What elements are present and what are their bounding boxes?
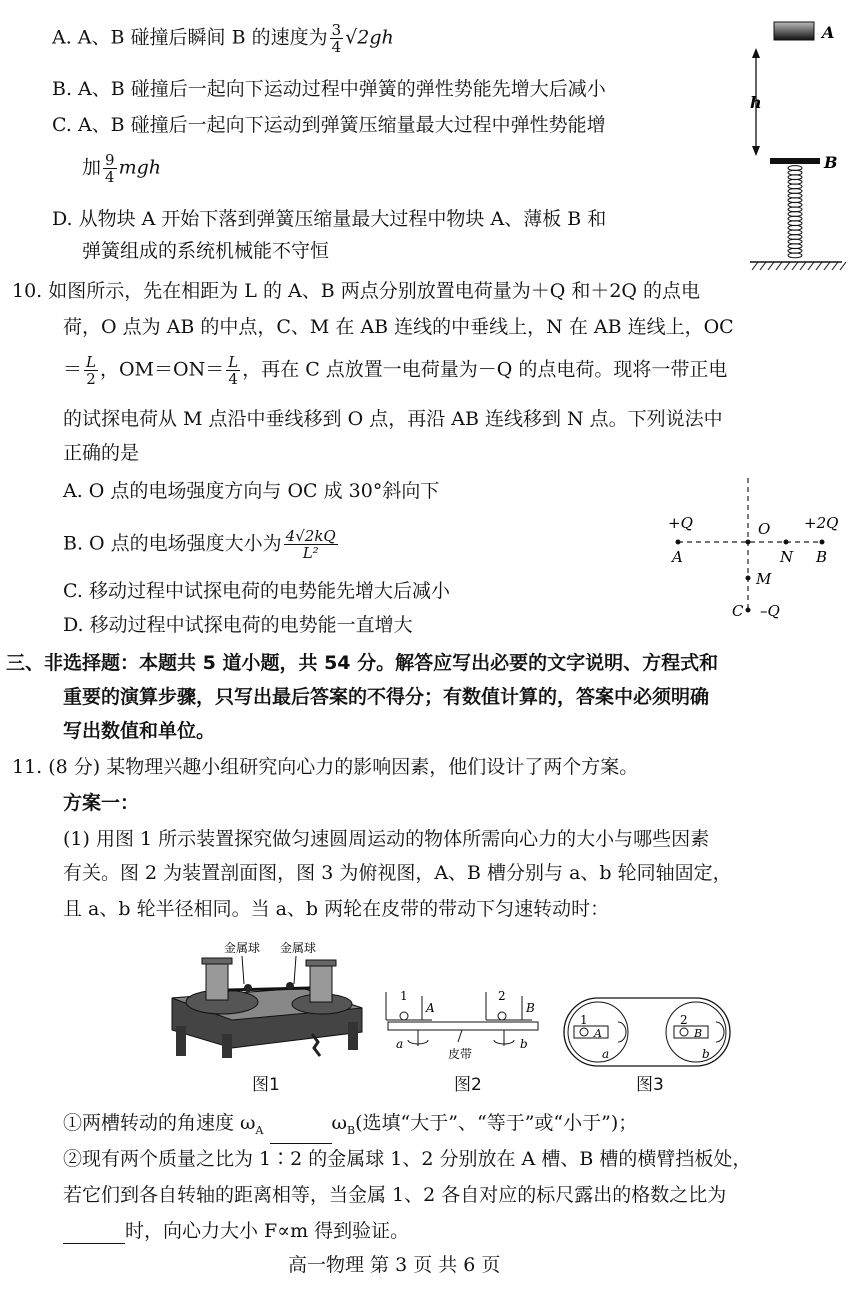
q10-option-d: D. 移动过程中试探电荷的电势能一直增大 xyxy=(63,614,413,636)
top-view-figure xyxy=(562,996,732,1068)
q9-option-b: B. A、B 碰撞后一起向下运动过程中弹簧的弹性势能先增大后减小 xyxy=(52,78,606,100)
label-a: A xyxy=(822,23,835,42)
q9-option-a: A. A、B 碰撞后瞬间 B 的速度为 $\frac{3}{4}$ √2gh xyxy=(52,21,394,56)
q11-plan-1: 方案一： xyxy=(63,792,140,814)
section-3-line-3: 写出数值和单位。 xyxy=(63,720,216,742)
q10-option-a: A. O 点的电场强度方向与 OC 成 30°斜向下 xyxy=(63,480,440,502)
label-a: A xyxy=(672,548,683,566)
fraction: $\frac{4√2kQ}{\text{L²}}$ xyxy=(285,527,336,562)
plate-b xyxy=(770,158,820,164)
label-1: 1 xyxy=(580,1013,588,1027)
label-h: h xyxy=(750,93,762,112)
label-n: N xyxy=(780,548,794,566)
label-2: 2 xyxy=(680,1013,688,1027)
belt xyxy=(388,1022,538,1030)
point-c xyxy=(746,608,751,613)
label-b-groove: B xyxy=(694,1027,703,1040)
label-a-groove: A xyxy=(426,1001,435,1015)
label-plus-q: +Q xyxy=(668,514,693,532)
spring xyxy=(788,166,802,258)
section-3-heading: 三、非选择题：本题共 5 道小题，共 54 分。解答应写出必要的文字说明、方程式和 xyxy=(6,652,719,674)
answer-blank-1[interactable] xyxy=(270,1125,332,1144)
q10-line-4: 的试探电荷从 M 点沿中垂线移到 O 点，再沿 AB 连线移到 N 点。下列说法中 xyxy=(63,408,723,430)
cross-section-figure xyxy=(380,990,550,1068)
q11-sub-2-cont: 若它们到各自转轴的距离相等，当金属 1、2 各自对应的标尺露出的格数之比为 xyxy=(63,1184,727,1206)
q9-option-c: C. A、B 碰撞后一起向下运动到弹簧压缩量最大过程中弹性势能增 xyxy=(52,114,606,136)
fraction: $\frac{9}{4}$ xyxy=(105,151,115,186)
answer-blank-2[interactable] xyxy=(63,1225,125,1244)
point-n xyxy=(784,540,789,545)
q10-option-c: C. 移动过程中试探电荷的电势能先增大后减小 xyxy=(63,580,450,602)
fraction: $\frac{L}{4}$ xyxy=(228,353,239,388)
label-a-groove: A xyxy=(594,1027,602,1040)
label-wheel-b: b xyxy=(702,1047,710,1061)
q11-sub-2: ②现有两个质量之比为 1∶2 的金属球 1、2 分别放在 A 槽、B 槽的横臂挡板处， xyxy=(63,1148,752,1170)
label-m: M xyxy=(756,570,772,588)
label-minus-q: –Q xyxy=(760,602,780,620)
point-m xyxy=(746,576,751,581)
label-plus-2q: +2Q xyxy=(804,514,839,532)
q11-para-2: 有关。图 2 为装置剖面图，图 3 为俯视图，A、B 槽分别与 a、b 轮同轴固定， xyxy=(63,862,732,884)
fraction: $\frac{L}{2}$ xyxy=(86,353,96,388)
q9-option-d-cont: 弹簧组成的系统机械能不守恒 xyxy=(82,240,330,262)
label-wheel-a: a xyxy=(602,1047,610,1061)
label-c: C xyxy=(732,602,744,620)
point-a xyxy=(676,540,681,545)
label-b: B xyxy=(824,153,838,172)
label-o: O xyxy=(758,520,771,538)
column-right xyxy=(310,962,332,1002)
block-a xyxy=(774,22,814,40)
q11-sub-2-end: 时，向心力大小 F∝m 得到验证。 xyxy=(63,1218,409,1244)
q10-option-b: B. O 点的电场强度大小为 $\frac{4√2kQ}{\text{L²}}$ xyxy=(63,527,336,562)
q10-line-3: ＝ $\frac{L}{2}$ ，OM＝ON＝ $\frac{L}{4}$ ，再在 C 点放置一电荷量为－Q 的点电荷。现将一带正电 xyxy=(63,353,728,388)
figure-3-caption: 图3 xyxy=(636,1075,664,1095)
label-belt: 皮带 xyxy=(448,1047,473,1061)
label-2: 2 xyxy=(498,990,506,1003)
q11-line-1: 11. (8 分) 某物理兴趣小组研究向心力的影响因素，他们设计了两个方案。 xyxy=(12,756,639,778)
q10-line-5: 正确的是 xyxy=(63,442,140,464)
ground-hatching xyxy=(752,262,846,270)
label-1: 1 xyxy=(400,990,408,1003)
figure-1-caption: 图1 xyxy=(252,1075,280,1095)
page-footer: 高一物理 第 3 页 共 6 页 xyxy=(288,1254,501,1276)
charge-diagram xyxy=(664,474,844,624)
q11-para-3: 且 a、b 轮半径相同。当 a、b 两轮在皮带的带动下匀速转动时： xyxy=(63,898,610,920)
point-o xyxy=(746,540,751,545)
q11-para-1: (1) 用图 1 所示装置探究做匀速圆周运动的物体所需向心力的大小与哪些因素 xyxy=(63,828,710,850)
q9-option-d: D. 从物块 A 开始下落到弹簧压缩量最大过程中物块 A、薄板 B 和 xyxy=(52,208,607,230)
fraction: $\frac{3}{4}$ xyxy=(331,21,342,56)
spring-block-diagram xyxy=(730,12,850,274)
q10-line-2: 荷，O 点为 AB 的中点，C、M 在 AB 连线的中垂线上，N 在 AB 连线上，OC xyxy=(63,316,734,338)
label-metal-ball-left: 金属球 xyxy=(224,941,261,955)
label-b: B xyxy=(816,548,828,566)
q10-line-1: 10. 如图所示，先在相距为 L 的 A、B 两点分别放置电荷量为＋Q 和＋2Q 的点电 xyxy=(12,280,701,302)
figure-2-caption: 图2 xyxy=(454,1075,482,1095)
point-b xyxy=(820,540,825,545)
apparatus-figure xyxy=(162,938,372,1064)
label-wheel-b: b xyxy=(520,1037,528,1051)
column-left xyxy=(206,960,228,1000)
label-metal-ball-right: 金属球 xyxy=(280,941,317,955)
q11-sub-1: ①两槽转动的角速度 $\omega_A$ $\omega_B$(选填“大于”、“等于”或“小于”)； xyxy=(63,1110,637,1144)
q9-option-c-cont: 加 $\frac{9}{4}$ mgh xyxy=(82,151,161,186)
label-b-groove: B xyxy=(526,1001,535,1015)
label-wheel-a: a xyxy=(396,1037,404,1051)
section-3-line-2: 重要的演算步骤，只写出最后答案的不得分；有数值计算的，答案中必须明确 xyxy=(63,686,710,708)
